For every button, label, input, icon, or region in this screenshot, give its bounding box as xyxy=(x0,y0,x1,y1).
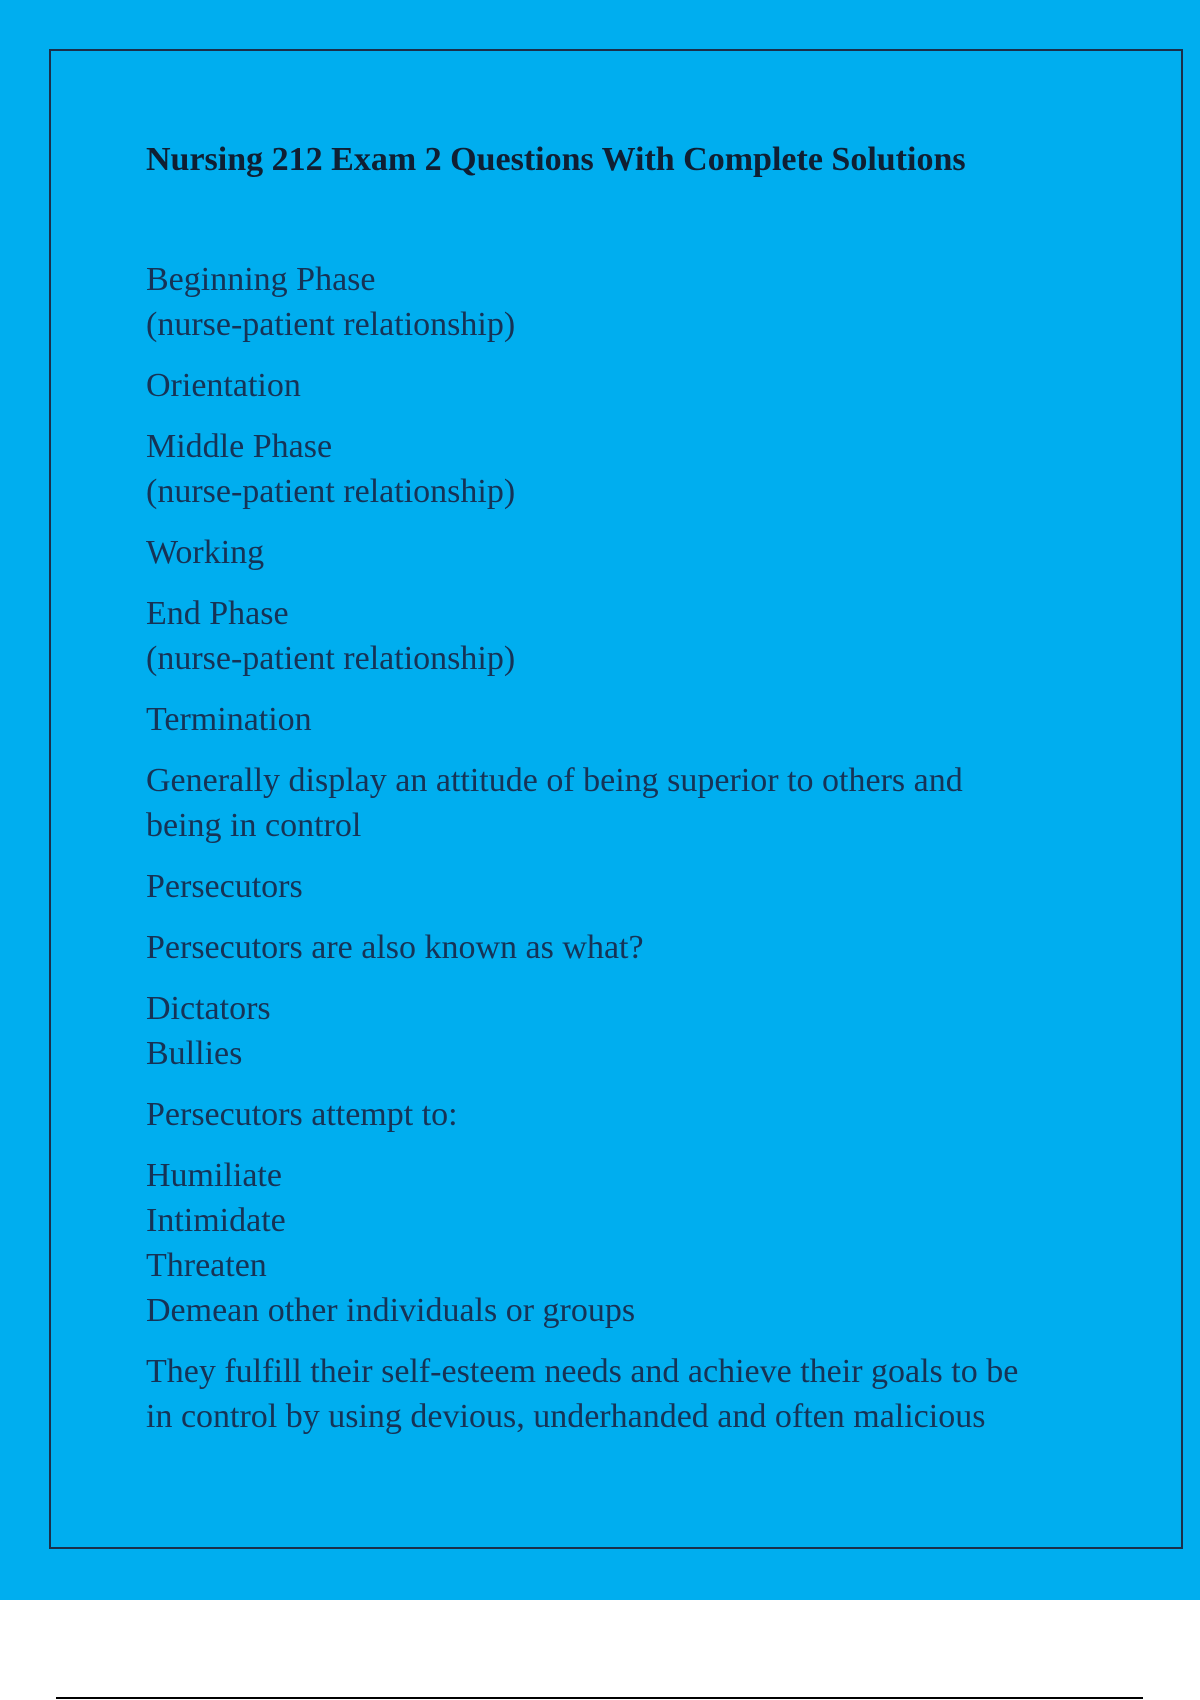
entry-line: Beginning Phase xyxy=(146,260,376,298)
page-separator-line xyxy=(56,1697,1143,1699)
entry-line: End Phase xyxy=(146,594,289,632)
entry-self-esteem-needs xyxy=(146,1349,1096,1439)
entry-persecutors-known-as xyxy=(146,925,1096,970)
entry-line: Bullies xyxy=(146,1034,243,1072)
entry-line: Termination xyxy=(146,700,312,738)
entry-line: Persecutors xyxy=(146,867,303,905)
entry-line: (nurse-patient relationship) xyxy=(146,472,516,510)
entry-line: (nurse-patient relationship) xyxy=(146,639,516,677)
entry-line: being in control xyxy=(146,806,362,844)
entry-line: They fulfill their self-esteem needs and achieve their goals to be xyxy=(146,1352,1019,1390)
entry-line: in control by using devious, underhanded and often malicious xyxy=(146,1397,986,1435)
entry-working xyxy=(146,530,1096,575)
entry-line: Persecutors attempt to: xyxy=(146,1095,458,1133)
entry-end-phase xyxy=(146,591,1096,681)
entry-line: Working xyxy=(146,533,265,571)
entry-line: Dictators xyxy=(146,989,271,1027)
entry-line: Humiliate xyxy=(146,1156,282,1194)
entry-persecutors xyxy=(146,864,1096,909)
entry-orientation xyxy=(146,363,1096,408)
entry-line: Intimidate xyxy=(146,1201,286,1239)
entry-line: Generally display an attitude of being superior to others and xyxy=(146,761,963,799)
entry-line: Threaten xyxy=(146,1246,267,1284)
entry-beginning-phase xyxy=(146,257,1096,347)
entry-attempt-list xyxy=(146,1153,1096,1333)
entry-line: Persecutors are also known as what? xyxy=(146,928,644,966)
entry-middle-phase xyxy=(146,424,1096,514)
entry-line: Demean other individuals or groups xyxy=(146,1291,636,1329)
document-title: Nursing 212 Exam 2 Questions With Complete Solutions xyxy=(146,141,966,178)
entry-line: Middle Phase xyxy=(146,427,333,465)
entry-persecutors-attempt xyxy=(146,1092,1096,1137)
entry-line: Orientation xyxy=(146,366,301,404)
document-content xyxy=(146,140,1096,1455)
entry-line: (nurse-patient relationship) xyxy=(146,305,516,343)
entry-termination xyxy=(146,697,1096,742)
qa-list xyxy=(146,257,1096,1439)
entry-superior-attitude xyxy=(146,758,1096,848)
entry-dictators-bullies xyxy=(146,986,1096,1076)
